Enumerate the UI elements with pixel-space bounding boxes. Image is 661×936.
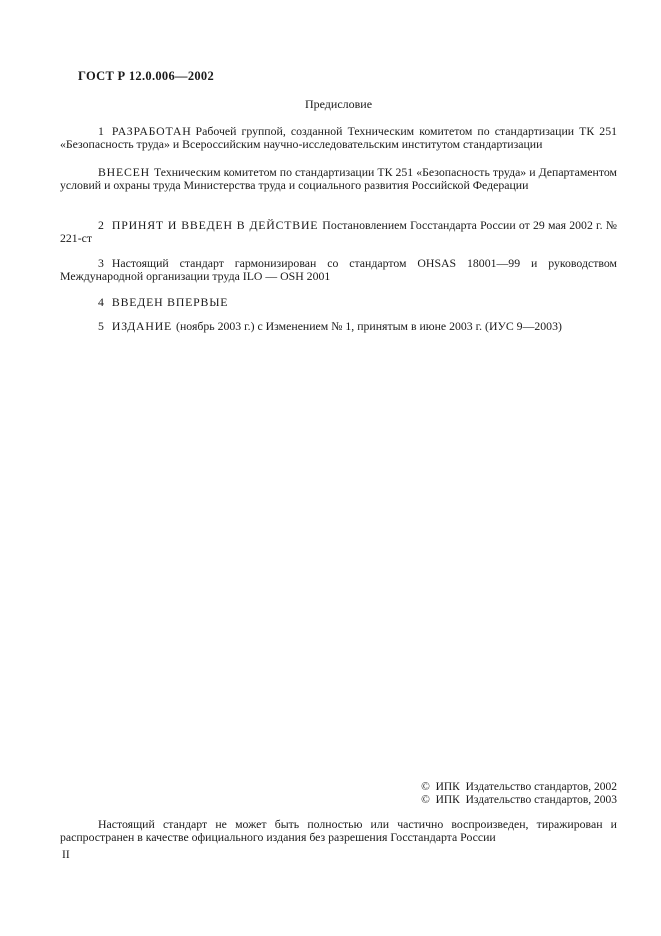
preface-item-2: [60, 219, 617, 245]
item-number: 4: [98, 295, 104, 309]
item-keyword: ИЗДАНИЕ: [111, 319, 173, 333]
document-code-header: ГОСТ Р 12.0.006—2002: [78, 69, 215, 83]
item-text: Настоящий стандарт гармонизирован со стандартом OHSAS 18001—99 и руководством Международной организации труда ILO — OSH 2001: [60, 256, 617, 283]
preface-item-3: [60, 257, 617, 283]
preface-item-5: [60, 320, 617, 333]
item-keyword: ПРИНЯТ И ВВЕДЕН В ДЕЙСТВИЕ: [111, 218, 319, 232]
page-number: II: [62, 849, 70, 861]
item-text: Техническим комитетом по стандартизации ТК 251 «Безопасность труда» и Департаментом условий и охраны труда Министерства труда и социального развития Российской Федерации: [60, 165, 617, 192]
item-text: Рабочей группой, созданной Техническим комитетом по стандартизации ТК 251 «Безопасность труда» и Всероссийским научно-исследовательским институтом стандартизации: [60, 124, 617, 151]
item-number: 1: [98, 124, 104, 138]
item-text: (ноябрь 2003 г.) с Изменением № 1, принятым в июне 2003 г. (ИУС 9—2003): [176, 319, 562, 333]
item-keyword: РАЗРАБОТАН: [111, 124, 192, 138]
item-number: 5: [98, 319, 104, 333]
item-number: 3: [98, 256, 104, 270]
item-keyword: ВНЕСЕН: [98, 165, 150, 179]
preface-item-4: [60, 296, 617, 309]
section-title: Предисловие: [304, 97, 373, 111]
item-keyword: ВВЕДЕН ВПЕРВЫЕ: [111, 295, 229, 309]
preface-item-1b: [60, 166, 617, 192]
item-text: Постановлением Госстандарта России от 29 мая 2002 г. № 221-ст: [60, 218, 617, 245]
preface-item-1: [60, 125, 617, 151]
copyright-line-2003: © ИПК Издательство стандартов, 2003: [421, 794, 617, 806]
copyright-block: [60, 781, 617, 807]
item-number: 2: [98, 218, 104, 232]
distribution-notice: Настоящий стандарт не может быть полностью или частично воспроизведен, тиражирован и распространен в качестве официального издания без разрешения Госстандарта России: [60, 817, 617, 844]
copyright-line-2002: © ИПК Издательство стандартов, 2002: [421, 781, 617, 793]
